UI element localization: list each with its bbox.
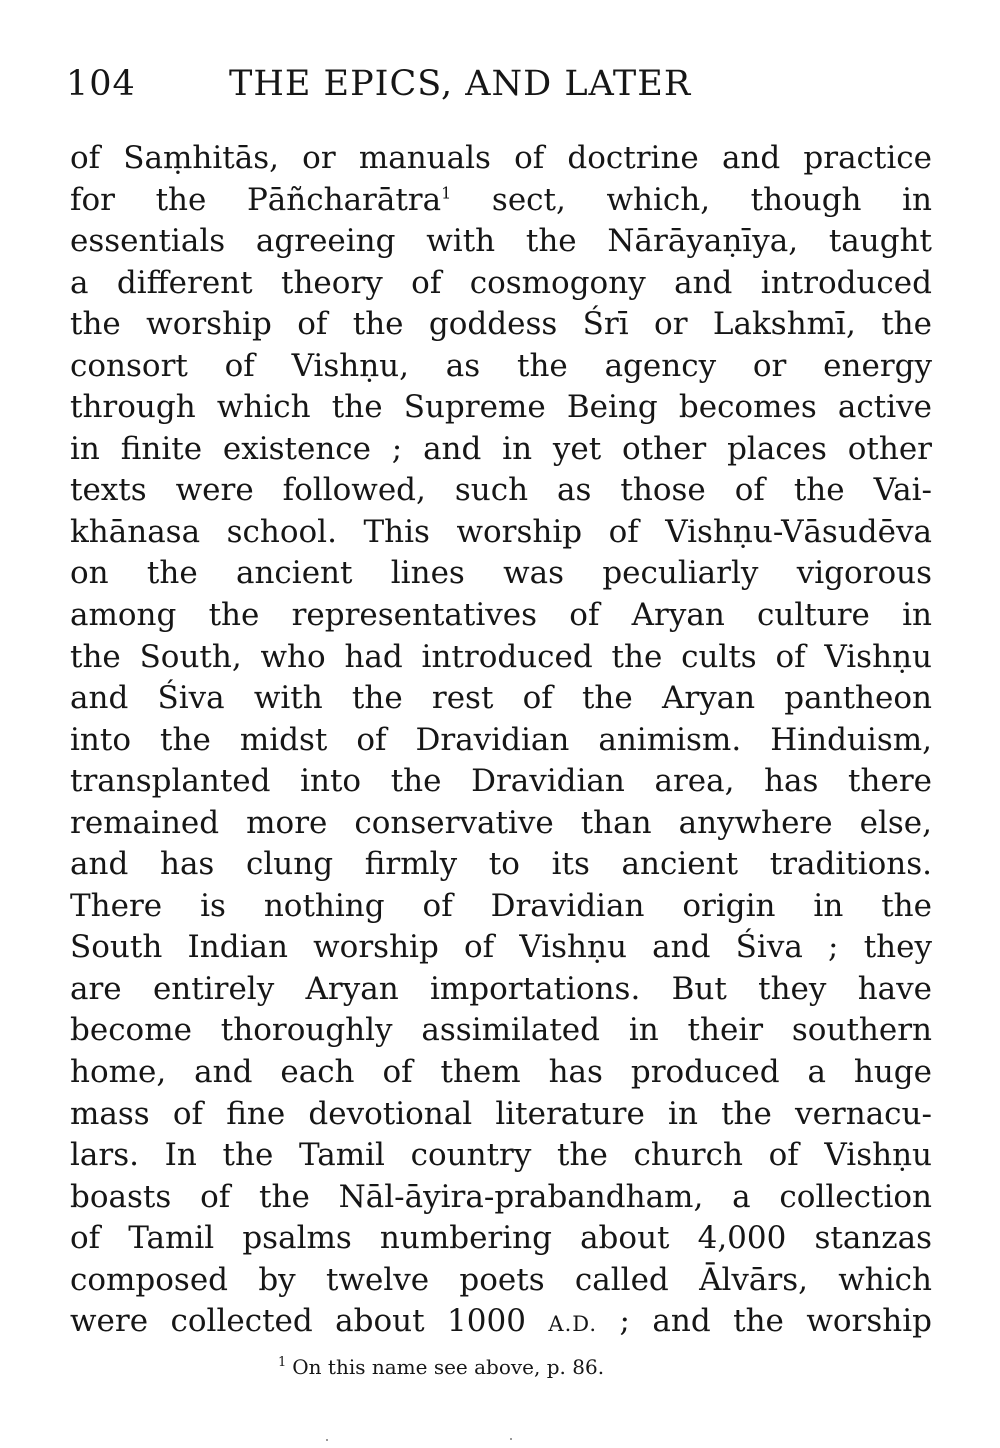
- text-line: through which the Supreme Being becomes active: [70, 389, 932, 426]
- text-line: on the ancient lines was peculiarly vigorous: [70, 555, 932, 592]
- text-line: [70, 1301, 932, 1343]
- text-line: mass of fine devotional literature in the vernacu-: [70, 1095, 932, 1132]
- text-line: South Indian worship of Vishṇu and Śiva ; they: [70, 929, 932, 966]
- footnote: [278, 1354, 604, 1380]
- text-line: in finite existence ; and in yet other places other: [70, 430, 932, 467]
- text-line: There is nothing of Dravidian origin in the: [70, 887, 932, 924]
- era-abbreviation: A.D.: [548, 1312, 598, 1337]
- scan-speck: [510, 1438, 512, 1440]
- text-line: a different theory of cosmogony and introduced: [70, 264, 932, 301]
- text-line: and Śiva with the rest of the Aryan pantheon: [70, 680, 932, 717]
- body-text: [70, 138, 932, 1343]
- text-line: essentials agreeing with the Nārāyaṇīya, taught: [70, 223, 932, 260]
- text-line: the South, who had introduced the cults of Vishṇu: [70, 638, 932, 675]
- text-line: composed by twelve poets called Ālvārs, which: [70, 1261, 932, 1298]
- text-fragment: were collected about 1000: [70, 1303, 526, 1340]
- running-head: THE EPICS, AND LATER: [229, 64, 692, 104]
- text-line: khānasa school. This worship of Vishṇu-Vāsudēva: [70, 513, 932, 550]
- text-line: [70, 180, 932, 222]
- footnote-reference: 1: [441, 183, 452, 203]
- footnote-marker: 1: [278, 1355, 287, 1371]
- text-line: remained more conservative than anywhere else,: [70, 804, 932, 841]
- text-line: home, and each of them has produced a huge: [70, 1054, 932, 1091]
- text-line: the worship of the goddess Śrī or Lakshmī, the: [70, 306, 932, 343]
- text-line: boasts of the Nāl-āyira-prabandham, a collection: [70, 1178, 932, 1215]
- text-line: consort of Vishṇu, as the agency or energy: [70, 347, 932, 384]
- text-line: texts were followed, such as those of the Vai-: [70, 472, 932, 509]
- text-line: into the midst of Dravidian animism. Hinduism,: [70, 721, 932, 758]
- text-fragment: ; and the worship: [619, 1303, 932, 1340]
- text-line: and has clung firmly to its ancient traditions.: [70, 846, 932, 883]
- text-line: become thoroughly assimilated in their southern: [70, 1012, 932, 1049]
- scan-speck: [326, 1439, 328, 1441]
- page-number: 104: [66, 64, 136, 104]
- text-line: lars. In the Tamil country the church of Vishṇu: [70, 1137, 932, 1174]
- text-line: among the representatives of Aryan culture in: [70, 597, 932, 634]
- text-line: of Saṃhitās, or manuals of doctrine and practice: [70, 140, 932, 176]
- text-line: of Tamil psalms numbering about 4,000 stanzas: [70, 1220, 932, 1257]
- page-header: [66, 62, 936, 106]
- text-line: transplanted into the Dravidian area, has there: [70, 763, 932, 800]
- text-fragment: for the Pāñcharātra: [70, 181, 442, 218]
- footnote-text: On this name see above, p. 86.: [292, 1355, 605, 1379]
- text-line: are entirely Aryan importations. But they have: [70, 970, 932, 1007]
- scan-specks: [320, 1438, 520, 1442]
- text-fragment: sect, which, though in: [491, 181, 932, 218]
